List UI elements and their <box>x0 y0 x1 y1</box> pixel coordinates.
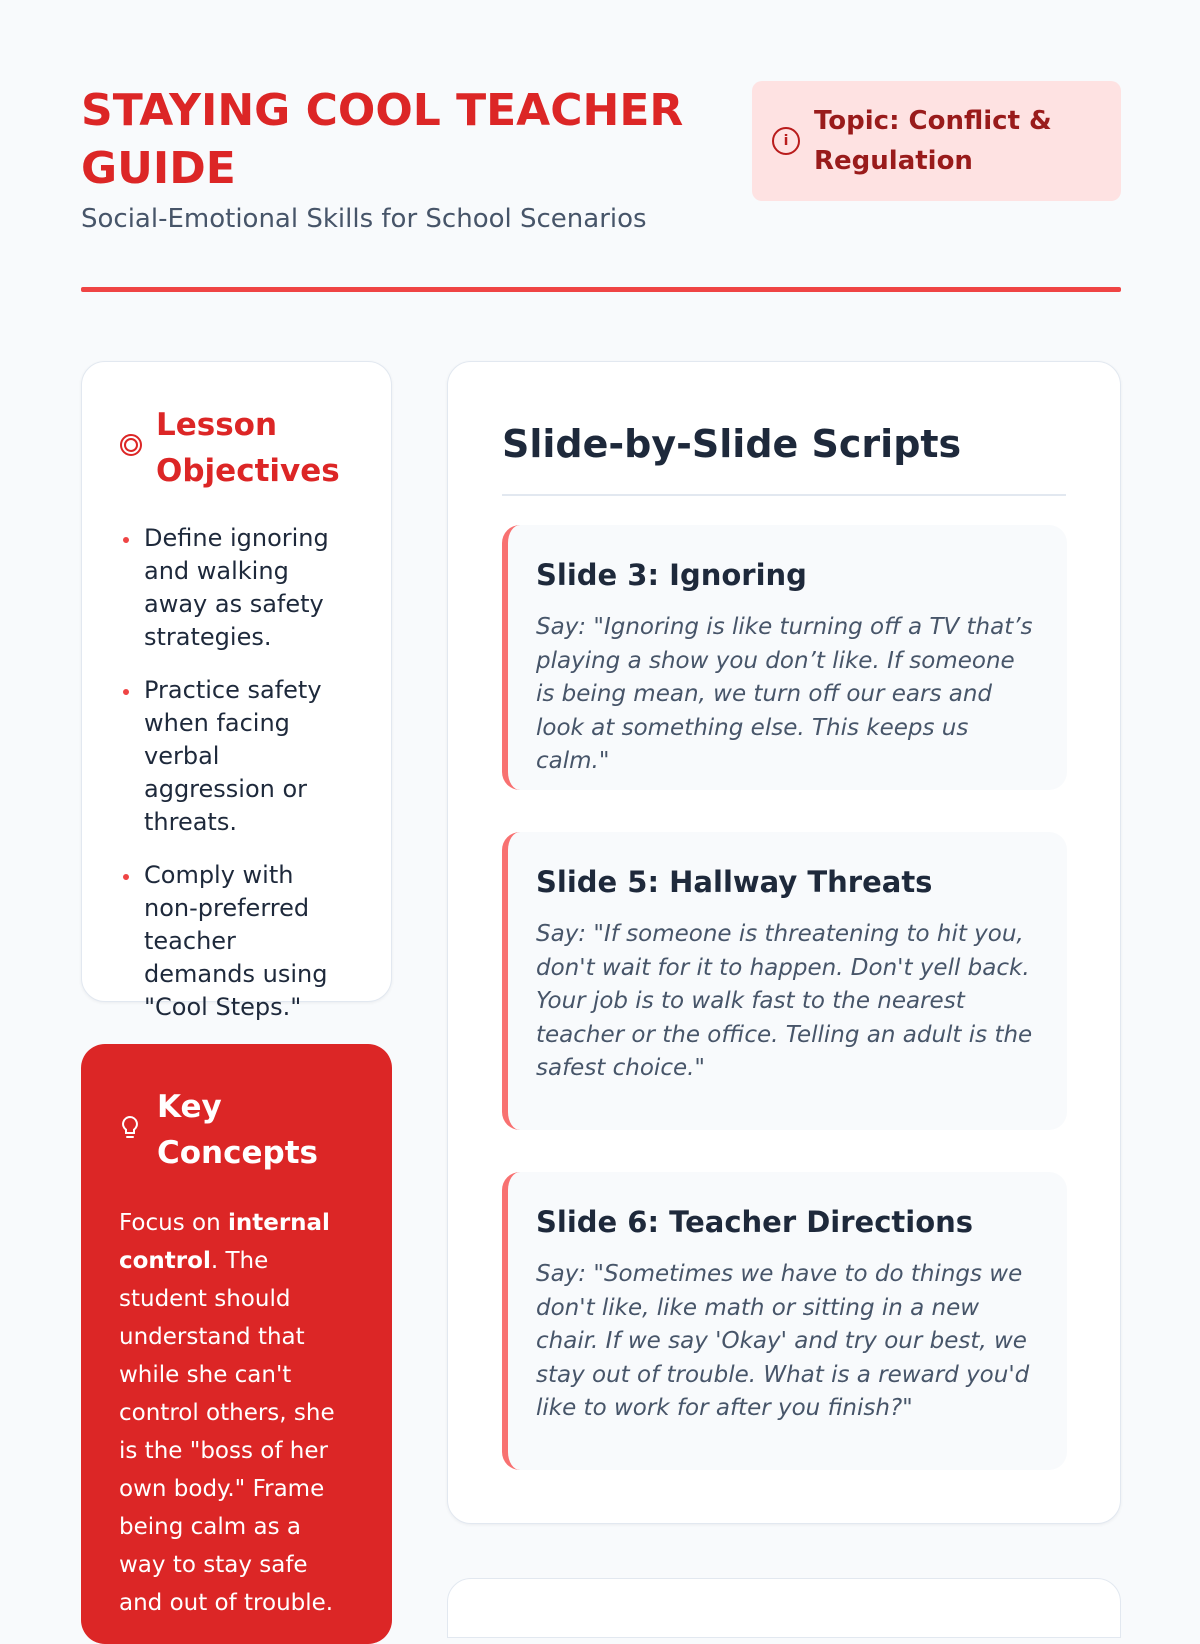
lesson-objectives-heading: Lesson Objectives <box>156 407 340 489</box>
slide-script-card <box>502 1172 1067 1470</box>
slide-script-card <box>502 525 1067 790</box>
slide-script-card <box>502 832 1067 1130</box>
slide-title: Slide 5: Hallway Threats <box>536 865 933 899</box>
slide-scripts-card <box>447 361 1121 1524</box>
slide-scripts-heading: Slide-by-Slide Scripts <box>502 414 1066 496</box>
page-header <box>81 82 1121 298</box>
key-concepts-emphasis: internal control <box>119 1210 330 1274</box>
slide-script-text: Say: "Sometimes we have to do things we don't like, like math or sitting in a new chair. If we say 'Okay' and try our best, we stay out of trouble. What is a reward you'd like to work for after you finish?" <box>536 1261 1030 1421</box>
topic-badge-label: Topic: Conflict & Regulation <box>814 106 1052 176</box>
slide-title: Slide 6: Teacher Directions <box>536 1205 974 1239</box>
list-item: Practice safety when facing verbal aggression or threats. <box>120 674 353 839</box>
next-section-card <box>447 1578 1121 1638</box>
key-concepts-card <box>81 1044 392 1644</box>
topic-badge <box>752 81 1121 201</box>
lesson-objectives-card <box>81 361 392 1021</box>
list-item: Comply with non-preferred teacher demands using "Cool Steps." <box>120 859 353 1024</box>
slide-title: Slide 3: Ignoring <box>536 558 807 592</box>
objectives-list <box>120 522 353 1024</box>
lightbulb-icon <box>119 1114 141 1148</box>
target-icon <box>120 434 142 456</box>
list-item: Define ignoring and walking away as safety strategies. <box>120 522 353 654</box>
page-title: STAYING COOL TEACHER GUIDE <box>81 85 684 194</box>
key-concepts-heading: Key Concepts <box>157 1089 318 1171</box>
slide-script-text: Say: "If someone is threatening to hit you, don't wait for it to happen. Don't yell back. Your job is to walk fast to the nearest teacher or the office. Telling an adult is the safest choice." <box>536 921 1033 1081</box>
header-divider <box>81 287 1121 292</box>
info-icon: i <box>772 127 800 155</box>
slide-script-text: Say: "Ignoring is like turning off a TV that’s playing a show you don’t like. If someone is being mean, we turn off our ears and look at something else. This keeps us calm." <box>536 614 1033 774</box>
key-concepts-text: Focus on internal control. The student should understand that while she can't control others, she is the "boss of her own body." Frame being calm as a way to stay safe and out of trouble. <box>119 1210 335 1616</box>
page-subtitle: Social-Emotional Skills for School Scenarios <box>81 204 647 234</box>
